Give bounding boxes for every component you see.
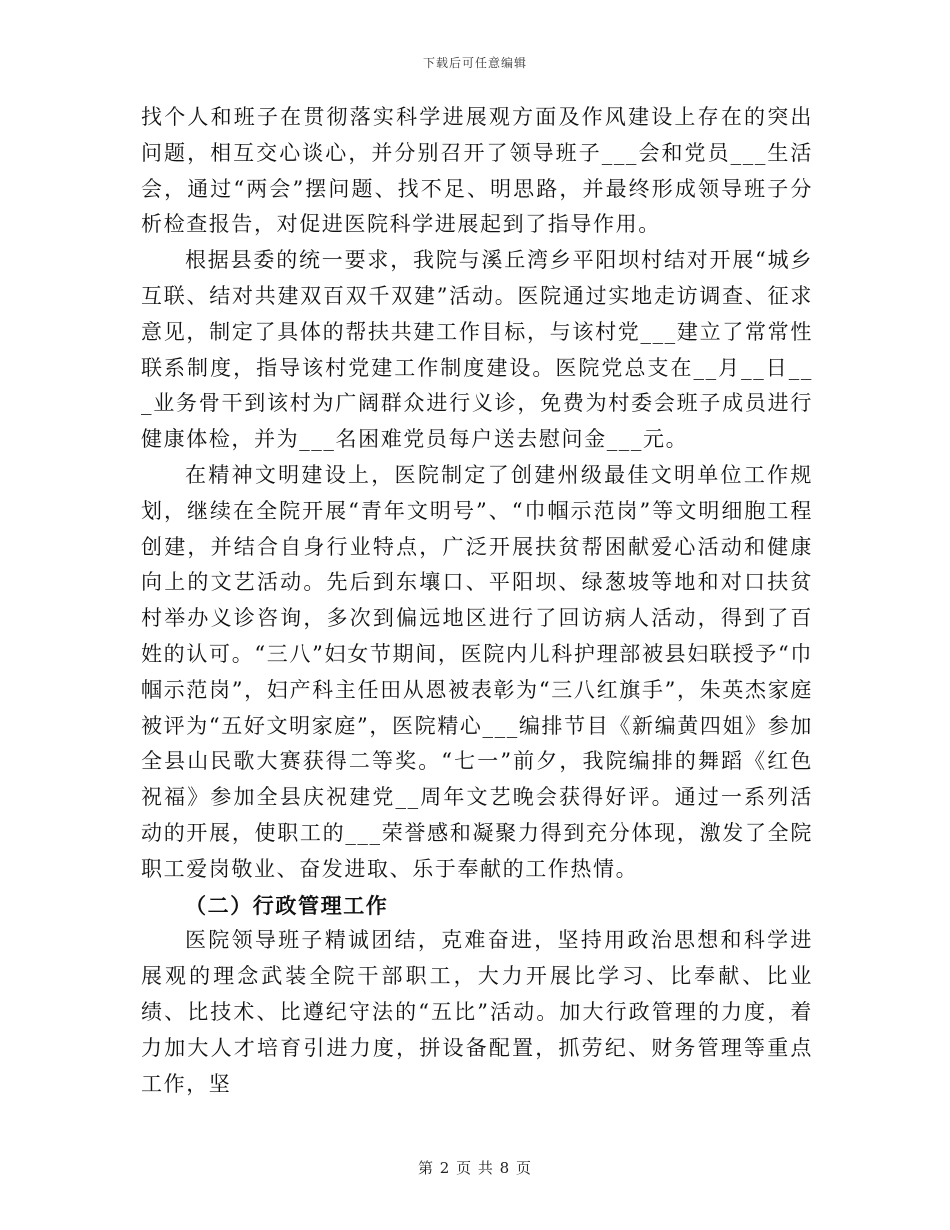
page-header: 下载后可任意编辑 <box>422 56 527 70</box>
document-body <box>141 100 813 1102</box>
page-footer: 第 2 页 共 8 页 <box>418 1159 532 1177</box>
paragraph-continued: 找个人和班子在贯彻落实科学进展观方面及作风建设上存在的突出问题，相互交心谈心，并分别召开了领导班子___会和党员___生活会，通过“两会”摆问题、找不足、明思路，并最终形成领导班子分析检查报告，对促进医院科学进展起到了指导作用。 <box>141 105 813 237</box>
paragraph-spiritual-civilization: 在精神文明建设上，医院制定了创建州级最佳文明单位工作规划，继续在全院开展“青年文明号”、“巾帼示范岗”等文明细胞工程创建，并结合自身行业特点，广泛开展扶贫帮困献爱心活动和健康向上的文艺活动。先后到东壤口、平阳坝、绿葱坡等地和对口扶贫村举办义诊咨询，多次到偏远地区进行了回访病人活动，得到了百姓的认可。“三八”妇女节期间，医院内儿科护理部被县妇联授予“巾帼示范岗”，妇产科主任田从恩被表彰为“三八红旗手”，朱英杰家庭被评为“五好文明家庭”，医院精心___编排节目《新编黄四姐》参加全县山民歌大赛获得二等奖。“七一”前夕，我院编排的舞蹈《红色祝福》参加全县庆祝建党__周年文艺晚会获得好评。通过一系列活动的开展，使职工的___荣誉感和凝聚力得到充分体现，激发了全院职工爱岗敬业、奋发进取、乐于奉献的工作热情。 <box>141 462 813 881</box>
paragraph-administration: 医院领导班子精诚团结，克难奋进，坚持用政治思想和科学进展观的理念武装全院干部职工，大力开展比学习、比奉献、比业绩、比技术、比遵纪守法的“五比”活动。加大行政管理的力度，着力加大人才培育引进力度，拼设备配置，抓劳纪、财务管理等重点工作，坚 <box>141 928 813 1096</box>
section-heading: （二）行政管理工作 <box>185 892 389 918</box>
paragraph-village-partnership: 根据县委的统一要求，我院与溪丘湾乡平阳坝村结对开展“城乡互联、结对共建双百双千双建”活动。医院通过实地走访调查、征求意见，制定了具体的帮扶共建工作目标，与该村党___建立了常常性联系制度，指导该村党建工作制度建设。医院党总支在__月__日___业务骨干到该村为广阔群众进行义诊，免费为村委会班子成员进行健康体检，并为___名困难党员每户送去慰问金___元。 <box>141 248 813 452</box>
